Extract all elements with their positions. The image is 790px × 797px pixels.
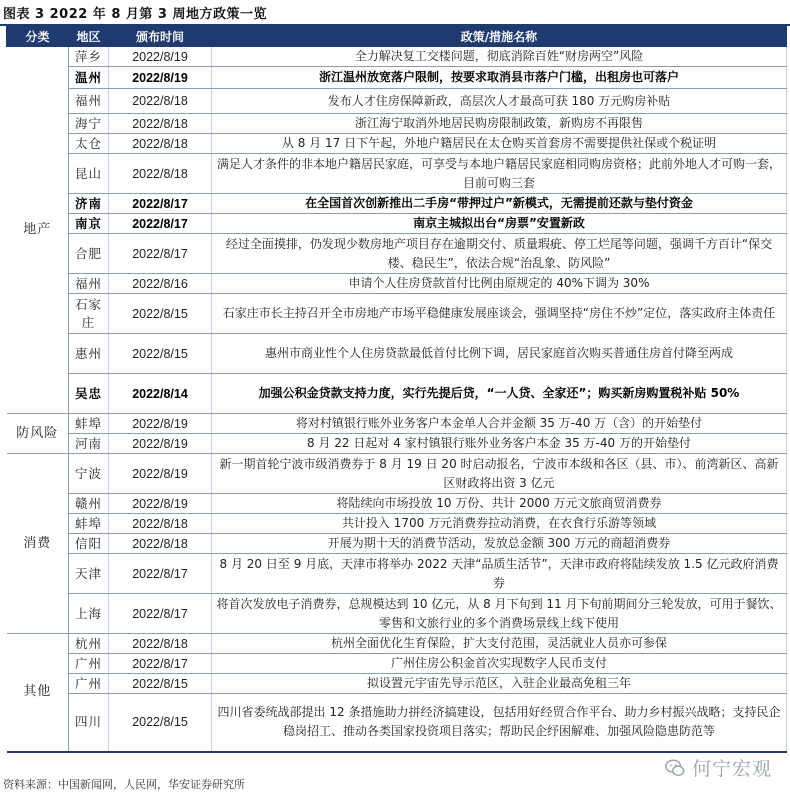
date-cell: 2022/8/19: [109, 434, 212, 454]
source-note: 资料来源：中国新闻网，人民网，华安证券研究所: [3, 778, 245, 791]
region-cell: 南京: [69, 214, 109, 234]
region-cell: 蚌埠: [69, 414, 109, 434]
watermark-text: 何宁宏观: [691, 758, 772, 780]
region-cell: 温州: [69, 67, 109, 89]
region-cell: 河南: [69, 434, 109, 454]
policy-cell: 将陆续向市场投放 10 万份、共计 2000 万元文旅商贸消费券: [212, 494, 787, 514]
region-cell: 上海: [69, 594, 109, 634]
region-cell: 昆山: [69, 154, 109, 194]
date-cell: 2022/8/17: [109, 654, 212, 674]
policy-cell: 石家庄市长主持召开全市房地产市场平稳健康发展座谈会，强调坚持“房住不炒”定位，落实政府主体责任: [212, 294, 787, 334]
header-region: 地区: [69, 27, 109, 47]
watermark: [664, 754, 772, 781]
table-row: [7, 594, 787, 634]
policy-cell: 申请个人住房贷款首付比例由原规定的 40%下调为 30%: [212, 274, 787, 294]
policy-cell: 杭州全面优化生育保险，扩大支付范围，灵活就业人员亦可参保: [212, 634, 787, 654]
date-cell: 2022/8/15: [109, 294, 212, 334]
date-cell: 2022/8/19: [109, 454, 212, 494]
region-cell: 福州: [69, 89, 109, 114]
policy-cell: 从 8 月 17 日下午起，外地户籍居民在太仓购买首套房不需要提供社保或个税证明: [212, 134, 787, 154]
header-category: 分类: [7, 27, 69, 47]
policy-cell: 开展为期十天的消费节活动，发放总金额 300 万元的商超消费券: [212, 534, 787, 554]
table-row: [7, 374, 787, 414]
region-cell: 海宁: [69, 114, 109, 134]
table-header-row: [7, 27, 787, 47]
table-row: [7, 454, 787, 494]
policy-cell: 8 月 20 日至 9 月底，天津市将举办 2022 天津“品质生活节”，天津市政府将陆续发放 1.5 亿元政府消费券: [212, 554, 787, 594]
region-cell: 济南: [69, 194, 109, 214]
date-cell: 2022/8/19: [109, 67, 212, 89]
date-cell: 2022/8/17: [109, 594, 212, 634]
date-cell: 2022/8/18: [109, 114, 212, 134]
region-cell: 太仓: [69, 134, 109, 154]
policy-cell: 共计投入 1700 万元消费券拉动消费，在衣食行乐游等领域: [212, 514, 787, 534]
table-row: [7, 67, 787, 89]
region-cell: 惠州: [69, 334, 109, 374]
date-cell: 2022/8/18: [109, 534, 212, 554]
date-cell: 2022/8/15: [109, 334, 212, 374]
policy-cell: 拟设置元宇宙先导示范区，入驻企业最高免租三年: [212, 674, 787, 694]
date-cell: 2022/8/15: [109, 674, 212, 694]
date-cell: 2022/8/18: [109, 134, 212, 154]
date-cell: 2022/8/17: [109, 234, 212, 274]
table-row: [7, 294, 787, 334]
table-row: [7, 89, 787, 114]
date-cell: 2022/8/19: [109, 494, 212, 514]
region-cell: 广州: [69, 654, 109, 674]
date-cell: 2022/8/17: [109, 194, 212, 214]
table-row: [7, 47, 787, 67]
region-cell: 合肥: [69, 234, 109, 274]
policy-cell: 将首次发放电子消费券，总规模达到 10 亿元，从 8 月下旬到 11 月下旬前期间分三轮发放，可用于餐饮、零售和文旅行业的多个消费场景线上线下使用: [212, 594, 787, 634]
table-row: [7, 214, 787, 234]
policy-cell: 全力解决复工交楼问题，彻底消除百姓“财房两空”风险: [212, 47, 787, 67]
region-cell: 四川: [69, 694, 109, 752]
policy-cell: 在全国首次创新推出二手房“带押过户”新模式，无需提前还款与垫付资金: [212, 194, 787, 214]
date-cell: 2022/8/17: [109, 554, 212, 594]
date-cell: 2022/8/18: [109, 514, 212, 534]
table-row: [7, 234, 787, 274]
date-cell: 2022/8/14: [109, 374, 212, 414]
table-row: [7, 494, 787, 514]
table-row: [7, 514, 787, 534]
region-cell: 石家庄: [69, 294, 109, 334]
region-cell: 赣州: [69, 494, 109, 514]
figure-title: 图表 3 2022 年 8 月第 3 周地方政策一览: [3, 7, 267, 22]
region-cell: 萍乡: [69, 47, 109, 67]
policy-table: [6, 26, 787, 753]
header-policy: 政策/措施名称: [212, 27, 787, 47]
policy-cell: 南京主城拟出台“房票”安置新政: [212, 214, 787, 234]
wechat-icon: [664, 757, 686, 779]
region-cell: 广州: [69, 674, 109, 694]
date-cell: 2022/8/18: [109, 154, 212, 194]
policy-cell: 经过全面摸排，仍发现少数房地产项目存在逾期交付、质量瑕疵、停工烂尾等问题，强调千方百计“保交楼、稳民生”，依法合规“治乱象、防风险”: [212, 234, 787, 274]
policy-cell: 浙江温州放宽落户限制，按要求取消县市落户门槛，出租房也可落户: [212, 67, 787, 89]
policy-cell: 满足人才条件的非本地户籍居民家庭，可享受与本地户籍居民家庭相同购房资格；此前外地人才可购一套，目前可购三套: [212, 154, 787, 194]
policy-cell: 发布人才住房保障新政，高层次人才最高可获 180 万元购房补贴: [212, 89, 787, 114]
category-cell: 地产: [7, 47, 69, 414]
table-row: [7, 154, 787, 194]
policy-cell: 新一期首轮宁波市级消费券于 8 月 19 日 20 时启动报名，宁波市本级和各区（县、市）、前湾新区、高新区财政将出资 3 亿元: [212, 454, 787, 494]
table-row: [7, 554, 787, 594]
table-row: [7, 414, 787, 434]
table-row: [7, 534, 787, 554]
table-row: [7, 194, 787, 214]
policy-cell: 广州住房公积金首次实现数字人民币支付: [212, 654, 787, 674]
header-date: 颁布时间: [109, 27, 212, 47]
category-cell: 其他: [7, 634, 69, 752]
policy-cell: 浙江海宁取消外地居民购房限制政策，新购房不再限售: [212, 114, 787, 134]
table-row: [7, 654, 787, 674]
region-cell: 福州: [69, 274, 109, 294]
table-row: [7, 694, 787, 752]
date-cell: 2022/8/17: [109, 214, 212, 234]
region-cell: 天津: [69, 554, 109, 594]
region-cell: 吴忠: [69, 374, 109, 414]
date-cell: 2022/8/18: [109, 89, 212, 114]
date-cell: 2022/8/15: [109, 694, 212, 752]
date-cell: 2022/8/16: [109, 274, 212, 294]
region-cell: 蚌埠: [69, 514, 109, 534]
policy-cell: 加强公积金贷款支持力度，实行先提后贷，“一人贷、全家还”；购买新房购置税补贴 50%: [212, 374, 787, 414]
region-cell: 信阳: [69, 534, 109, 554]
date-cell: 2022/8/19: [109, 47, 212, 67]
table-row: [7, 134, 787, 154]
table-row: [7, 674, 787, 694]
table-row: [7, 634, 787, 654]
category-cell: 防风险: [7, 414, 69, 454]
policy-cell: 将对村镇银行账外业务客户本金单人合并金额 35 万-40 万（含）的开始垫付: [212, 414, 787, 434]
table-row: [7, 434, 787, 454]
date-cell: 2022/8/18: [109, 634, 212, 654]
table-row: [7, 274, 787, 294]
policy-cell: 四川省委统战部提出 12 条措施助力拼经济搞建设，包括用好经贸合作平台、助力乡村振兴战略；支持民企稳岗招工、推动各类国家投资项目落实；帮助民企纾困解难、加强风险隐患防范等: [212, 694, 787, 752]
table-row: [7, 114, 787, 134]
region-cell: 宁波: [69, 454, 109, 494]
category-cell: 消费: [7, 454, 69, 634]
region-cell: 杭州: [69, 634, 109, 654]
policy-cell: 8 月 22 日起对 4 家村镇银行账外业务客户本金 35 万-40 万的开始垫付: [212, 434, 787, 454]
policy-cell: 惠州市商业性个人住房贷款最低首付比例下调，居民家庭首次购买普通住房首付降至两成: [212, 334, 787, 374]
table-row: [7, 334, 787, 374]
date-cell: 2022/8/19: [109, 414, 212, 434]
